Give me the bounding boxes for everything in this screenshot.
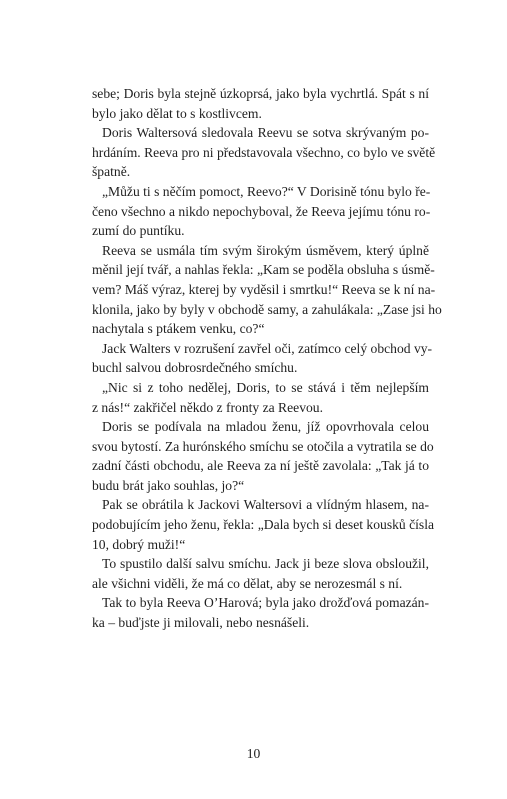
body-text: [92, 84, 442, 633]
text-line: vem? Máš výraz, kterej by vyděsil i smrtku!“ Reeva se k ní na-: [92, 281, 436, 297]
paragraph-3: [92, 182, 429, 241]
text-line: budu brát jako souhlas, jo?“: [92, 477, 245, 493]
text-line: podobujícím jeho ženu, řekla: „Dala bych si deset kousků čísla: [92, 517, 435, 533]
paragraph-9: [92, 554, 429, 593]
text-line: Reeva se usmála tím svým širokým úsměvem, který úplně: [102, 242, 429, 258]
text-line: sebe; Doris byla stejně úzkoprsá, jako byla vychrtlá. Spát s ní: [92, 86, 429, 101]
text-line: Pak se obrátila k Jackovi Waltersovi a vlídným hlasem, na-: [102, 497, 429, 513]
text-line: nachytala s ptákem venku, co?“: [92, 321, 265, 337]
text-line: Jack Walters v rozrušení zavřel oči, zatímco celý obchod vy-: [102, 340, 433, 356]
text-line: ale všichni viděli, že má co dělat, aby se nerozesmál s ní.: [92, 575, 403, 591]
text-line: klonila, jako by byly v obchodě samy, a zahulákala: „Zase jsi ho: [92, 301, 442, 317]
text-line: čeno všechno a nikdo nepochyboval, že Reeva jejímu tónu ro-: [92, 203, 431, 219]
text-line: zadní části obchodu, ale Reeva za ní ještě zavolala: „Tak já to: [92, 458, 429, 474]
paragraph-8: [92, 495, 435, 554]
text-line: buchl salvou dobrosrdečného smíchu.: [92, 360, 298, 376]
text-line: zumí do puntíku.: [92, 223, 185, 239]
paragraph-5: [92, 339, 433, 378]
paragraph-2: [92, 123, 436, 182]
text-line: ka – buďjste ji milovali, nebo nesnášeli.: [92, 615, 310, 631]
text-line: „Nic si z toho nedělej, Doris, to se stává i těm nejlepším: [102, 379, 429, 395]
text-line: Doris se podívala na mladou ženu, jíž opovrhovala celou: [102, 419, 429, 435]
text-line: hrdáním. Reeva pro ni představovala všechno, co bylo ve světě: [92, 144, 436, 160]
paragraph-7: [92, 417, 434, 495]
text-line: Doris Waltersová sledovala Reevu se sotva skrývaným po-: [102, 125, 429, 141]
page-number: 10: [246, 746, 261, 761]
text-line: Tak to byla Reeva O’Harová; byla jako drožďová pomazán-: [102, 595, 429, 611]
text-line: „Můžu ti s něčím pomoct, Reevo?“ V Dorisině tónu bylo ře-: [102, 183, 431, 199]
paragraph-10: [92, 593, 429, 632]
text-line: bylo jako dělat to s kostlivcem.: [92, 105, 262, 121]
text-line: 10, dobrý muži!“: [92, 536, 186, 552]
paragraph-4: [92, 241, 442, 339]
text-line: špatně.: [92, 164, 131, 180]
paragraph-1: [92, 84, 429, 123]
text-line: měnil její tvář, a nahlas řekla: „Kam se poděla obsluha s úsmě-: [92, 262, 435, 278]
text-line: To spustilo další salvu smíchu. Jack ji beze slova obsloužil,: [102, 556, 429, 572]
paragraph-6: [92, 378, 429, 417]
text-line: svou bytostí. Za hurónského smíchu se otočila a vytratila se do: [92, 438, 434, 454]
text-line: z nás!“ zakřičel někdo z fronty za Reevou.: [92, 399, 323, 415]
